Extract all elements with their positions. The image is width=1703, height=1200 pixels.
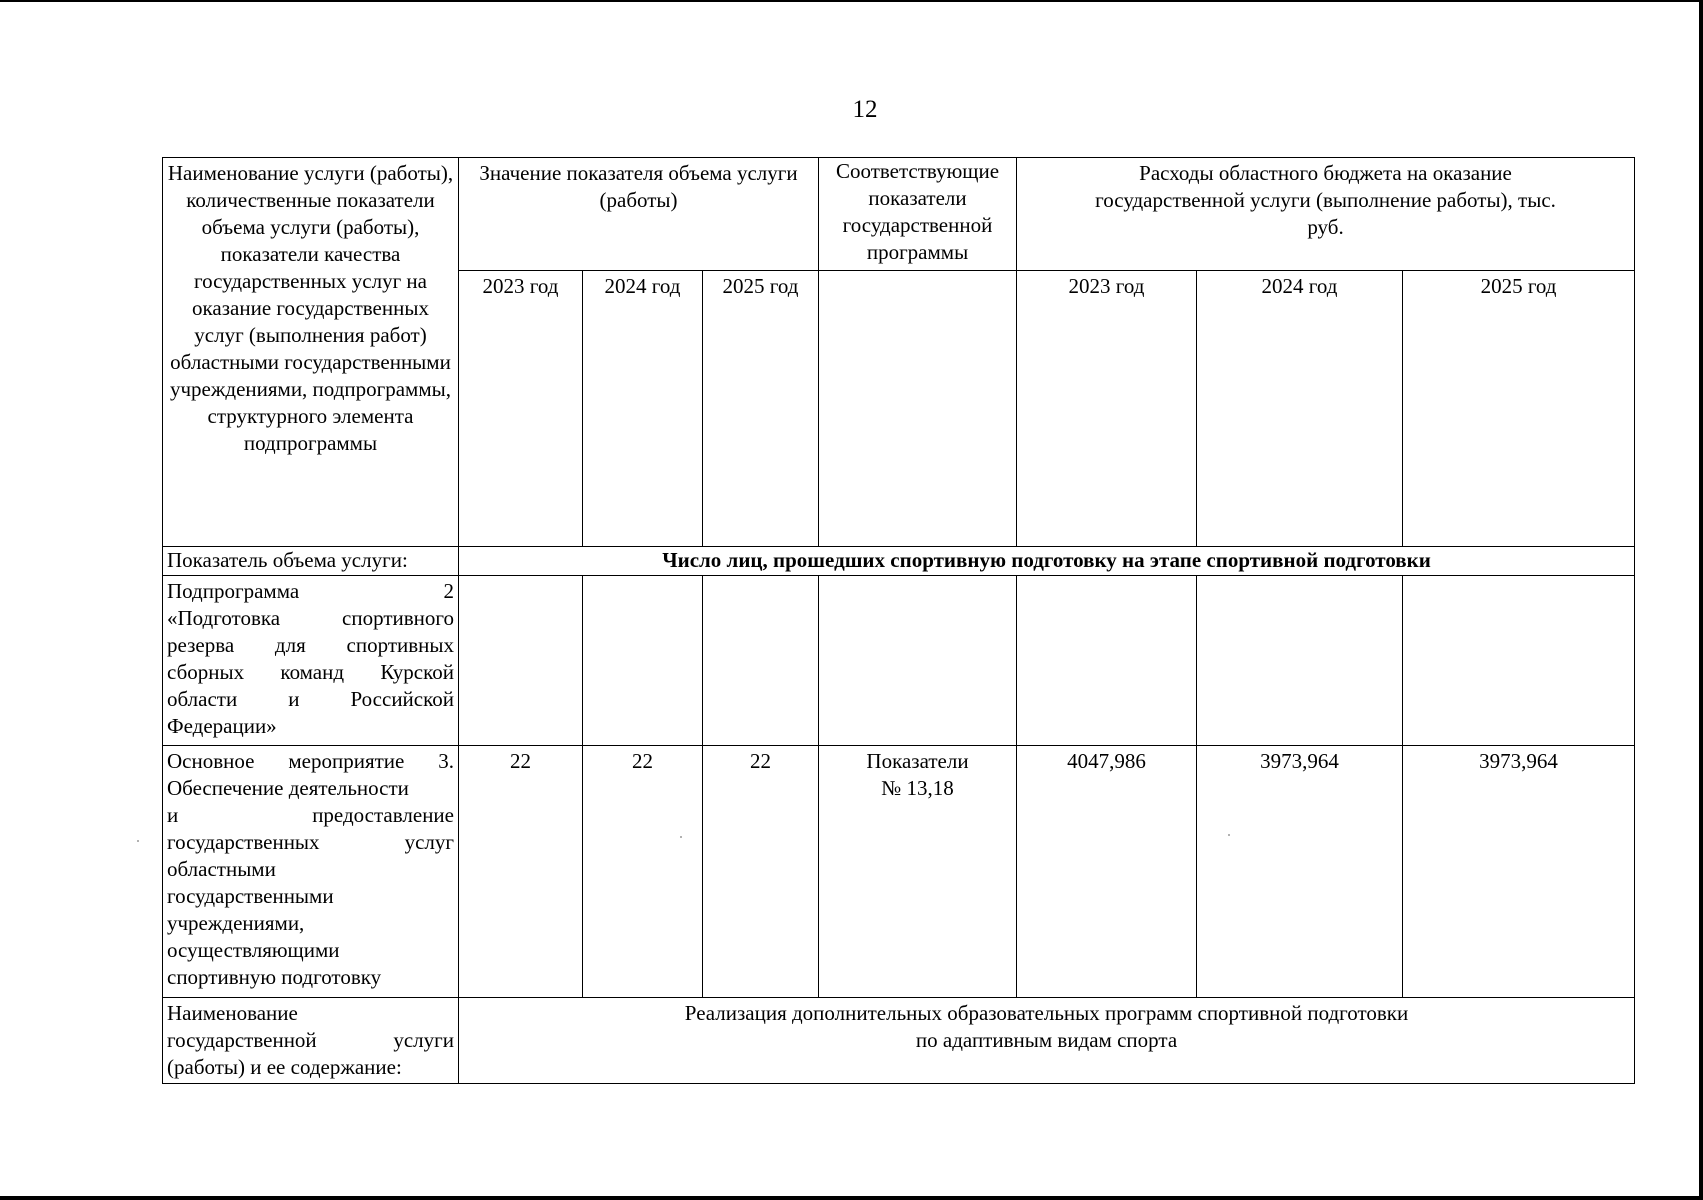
header-expenses-group — [1017, 158, 1635, 271]
volume-indicator-row — [163, 547, 1635, 576]
main-event-label-line: государственных услуг — [167, 830, 454, 854]
page-frame-bottom — [0, 1196, 1703, 1200]
scan-speck — [137, 840, 139, 842]
volume-year-2023: 2023 год — [459, 271, 583, 547]
scan-speck — [1228, 834, 1230, 836]
subprogram-label — [163, 576, 459, 746]
expense-value-2024: 3973,964 — [1197, 746, 1403, 998]
service-value-line: по адаптивным видам спорта — [915, 1028, 1178, 1052]
main-event-label-line: и предоставление — [167, 803, 454, 827]
volume-year-2025: 2025 год — [703, 271, 819, 547]
subprogram-cell — [1017, 576, 1197, 746]
volume-value-2024: 22 — [583, 746, 703, 998]
page-frame-right — [1699, 0, 1703, 1200]
subprogram-cell — [583, 576, 703, 746]
budget-table — [162, 157, 1635, 1084]
service-label-line: (работы) и ее содержание: — [167, 1055, 402, 1079]
service-label-line: государственной услуги — [167, 1028, 454, 1052]
header-service-name — [163, 158, 459, 547]
header-volume-group: Значение показателя объема услуги (работы) — [459, 158, 819, 271]
subprogram-cell — [819, 576, 1017, 746]
subprogram-label-line: сборных команд Курской — [167, 660, 454, 684]
volume-indicator-label: Показатель объема услуги: — [163, 547, 459, 576]
subprogram-cell — [703, 576, 819, 746]
main-event-row — [163, 746, 1635, 998]
main-event-label-line: спортивную подготовку — [167, 965, 382, 989]
volume-value-2025: 22 — [703, 746, 819, 998]
expense-year-2023: 2023 год — [1017, 271, 1197, 547]
subprogram-label-line: Подпрограмма 2 — [167, 579, 454, 603]
scan-speck — [680, 836, 682, 838]
main-event-label-line: учреждениями, — [167, 911, 305, 935]
program-indicators-line: Показатели — [866, 749, 969, 773]
expense-year-2025: 2025 год — [1403, 271, 1635, 547]
expense-value-2025: 3973,964 — [1403, 746, 1635, 998]
main-event-label-line: областными — [167, 857, 276, 881]
program-indicators-cell — [819, 746, 1017, 998]
subprogram-row — [163, 576, 1635, 746]
service-label-line: Наименование — [167, 1001, 298, 1025]
subprogram-label-line: Федерации» — [167, 714, 277, 738]
service-value — [459, 998, 1635, 1084]
service-value-line: Реализация дополнительных образовательных программ спортивной подготовки — [684, 1001, 1409, 1025]
page-number: 12 — [852, 96, 878, 123]
indicators-empty-header — [819, 271, 1017, 547]
page-frame-top — [0, 0, 1703, 2]
subprogram-cell — [1403, 576, 1635, 746]
main-event-label-line: Обеспечение деятельности — [167, 776, 409, 800]
subprogram-cell — [1197, 576, 1403, 746]
main-event-label-line: Основное мероприятие 3. — [167, 749, 454, 773]
service-label — [163, 998, 459, 1084]
header-expenses-text: Расходы областного бюджета на оказание государственной услуги (выполнение работы), тыс. руб. — [1095, 161, 1556, 239]
volume-year-2024: 2024 год — [583, 271, 703, 547]
header-service-name-text: Наименование услуги (работы), количественные показатели объема услуги (работы), показатели качества государственных услуг на оказание государственных услуг (выполнения работ) областными государственными учреждениями, подпрограммы, структурного элемента подпрограммы — [167, 161, 454, 455]
subprogram-cell — [459, 576, 583, 746]
header-row-1 — [163, 158, 1635, 271]
subprogram-label-line: резерва для спортивных — [167, 633, 454, 657]
subprogram-label-line: области и Российской — [167, 687, 454, 711]
service-row — [163, 998, 1635, 1084]
expense-year-2024: 2024 год — [1197, 271, 1403, 547]
header-indicators: Соответствующие показатели государственной программы — [819, 158, 1017, 271]
volume-value-2023: 22 — [459, 746, 583, 998]
main-event-label-line: осуществляющими — [167, 938, 340, 962]
subprogram-label-line: «Подготовка спортивного — [167, 606, 454, 630]
main-event-label-line: государственными — [167, 884, 334, 908]
volume-indicator-value: Число лиц, прошедших спортивную подготовку на этапе спортивной подготовки — [459, 547, 1635, 576]
program-indicators-line: № 13,18 — [881, 776, 954, 800]
main-event-label — [163, 746, 459, 998]
expense-value-2023: 4047,986 — [1017, 746, 1197, 998]
